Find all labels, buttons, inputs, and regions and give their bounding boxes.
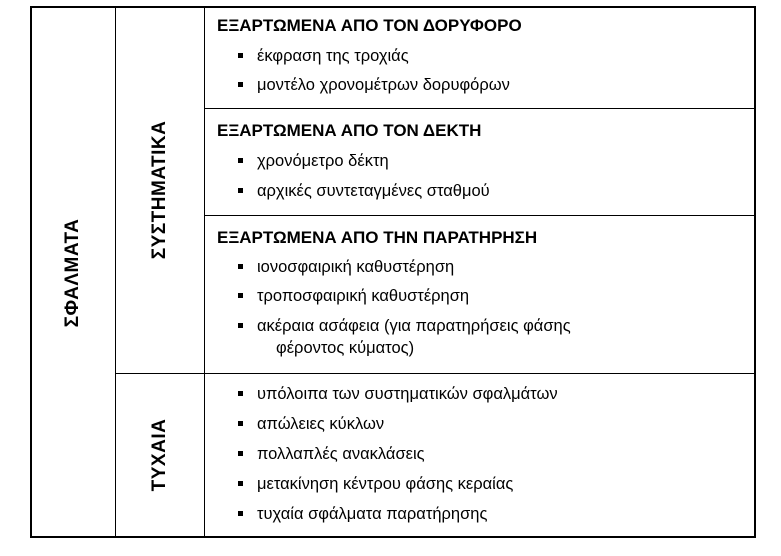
list-item: χρονόμετρο δέκτη xyxy=(238,150,389,172)
bullet-icon xyxy=(238,481,243,486)
list-item: τροποσφαιρική καθυστέρηση xyxy=(238,285,469,307)
list-item: αρχικές συντεταγμένες σταθμού xyxy=(238,180,490,202)
bullet-icon xyxy=(238,421,243,426)
bullet-icon xyxy=(238,511,243,516)
list-item-continuation: φέροντος κύματος) xyxy=(276,339,415,357)
bullet-icon xyxy=(238,82,243,87)
list-item: έκφραση της τροχιάς xyxy=(238,45,409,67)
bullet-icon xyxy=(238,451,243,456)
bullet-icon xyxy=(238,158,243,163)
group-random xyxy=(204,373,754,538)
category-label-random: ΤΥΧΑΙΑ xyxy=(149,418,170,492)
list-item: ιονοσφαιρική καθυστέρηση xyxy=(238,256,454,278)
list-item: απώλειες κύκλων xyxy=(238,413,384,435)
column-divider-1 xyxy=(115,8,116,536)
list-item: πολλαπλές ανακλάσεις xyxy=(238,443,425,465)
group-satellite xyxy=(204,8,754,108)
list-item: μετακίνηση κέντρου φάσης κεραίας xyxy=(238,473,513,495)
errors-classification-table xyxy=(30,6,756,538)
list-item: υπόλοιπα των συστηματικών σφαλμάτων xyxy=(238,383,558,405)
main-label-errors: ΣΦΑΛΜΑΤΑ xyxy=(62,218,83,328)
bullet-icon xyxy=(238,293,243,298)
bullet-icon xyxy=(238,53,243,58)
group-observation xyxy=(204,215,754,373)
list-item: μοντέλο χρονομέτρων δορυφόρων xyxy=(238,74,510,96)
bullet-icon xyxy=(238,264,243,269)
category-label-systematic: ΣΥΣΤΗΜΑΤΙΚΑ xyxy=(149,120,170,260)
bullet-icon xyxy=(238,391,243,396)
list-item: τυχαία σφάλματα παρατήρησης xyxy=(238,503,487,525)
group-title-satellite: ΕΞΑΡΤΩΜΕΝΑ ΑΠΟ ΤΟΝ ΔΟΡΥΦΟΡΟ xyxy=(217,16,522,35)
group-title-receiver: ΕΞΑΡΤΩΜΕΝΑ ΑΠΟ ΤΟΝ ΔΕΚΤΗ xyxy=(217,121,482,140)
group-receiver xyxy=(204,108,754,215)
list-item: ακέραια ασάφεια (για παρατηρήσεις φάσης xyxy=(238,315,571,337)
bullet-icon xyxy=(238,188,243,193)
group-title-observation: ΕΞΑΡΤΩΜΕΝΑ ΑΠΟ ΤΗΝ ΠΑΡΑΤΗΡΗΣΗ xyxy=(217,228,538,247)
bullet-icon xyxy=(238,323,243,328)
